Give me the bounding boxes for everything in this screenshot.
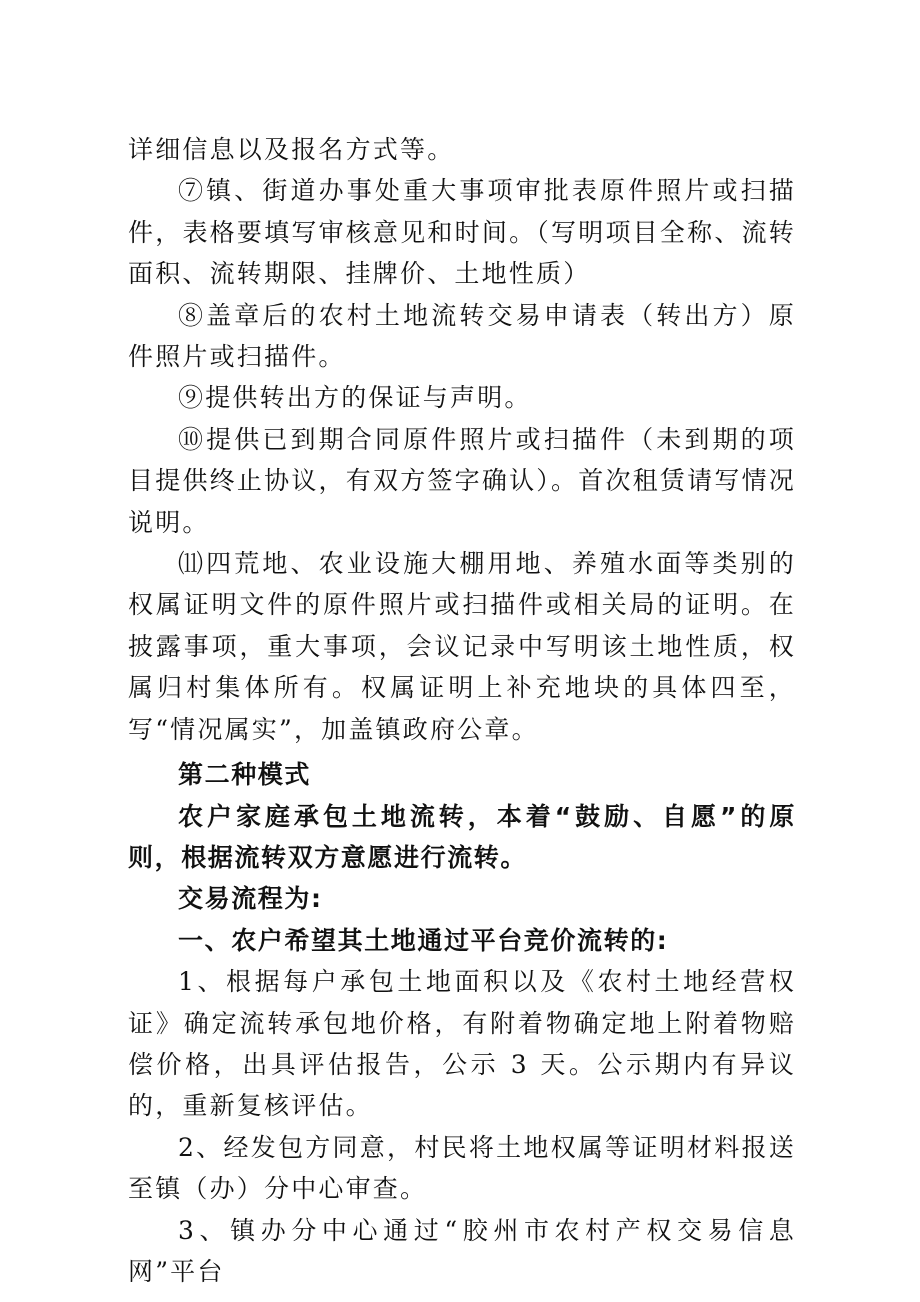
paragraph-item-9: ⑨提供转出方的保证与声明。	[178, 383, 532, 413]
paragraph-item-8: ⑧盖章后的农村土地流转交易申请表（转出方）原件照片或扫描件。	[128, 300, 796, 372]
mode-2-description: 农户家庭承包土地流转，本着“鼓励、自愿”的原则，根据流转双方意愿进行流转。	[128, 801, 796, 872]
section-heading-mode-2: 第二种模式	[178, 760, 312, 790]
paragraph-item-7: ⑦镇、街道办事处重大事项审批表原件照片或扫描件，表格要填写审核意见和时间。（写明项目全称、流转面积、流转期限、挂牌价、土地性质）	[128, 176, 796, 289]
document-page	[128, 129, 796, 1292]
paragraph-item-11: ⑾四荒地、农业设施大棚用地、养殖水面等类别的权属证明文件的原件照片或扫描件或相关局的证明。在披露事项，重大事项，会议记录中写明该土地性质，权属归村集体所有。权属证明上补充地块的具体四至，写“情况属实”，加盖镇政府公章。	[128, 549, 796, 744]
paragraph-item-10: ⑩提供已到期合同原件照片或扫描件（未到期的项目提供终止协议，有双方签字确认）。首次租赁请写情况说明。	[128, 424, 796, 537]
step-1: 1、根据每户承包土地面积以及《农村土地经营权证》确定流转承包地价格，有附着物确定地上附着物赔偿价格，出具评估报告，公示 3 天。公示期内有异议的，重新复核评估。	[128, 967, 796, 1121]
step-3: 3、镇办分中心通过“胶州市农村产权交易信息网”平台	[128, 1215, 796, 1286]
section-1-heading: 一、农户希望其土地通过平台竞价流转的:	[178, 925, 669, 955]
paragraph-continuation: 详细信息以及报名方式等。	[128, 135, 455, 164]
process-heading: 交易流程为:	[178, 884, 323, 914]
step-2: 2、经发包方同意，村民将土地权属等证明材料报送至镇（办）分中心审查。	[128, 1132, 796, 1204]
